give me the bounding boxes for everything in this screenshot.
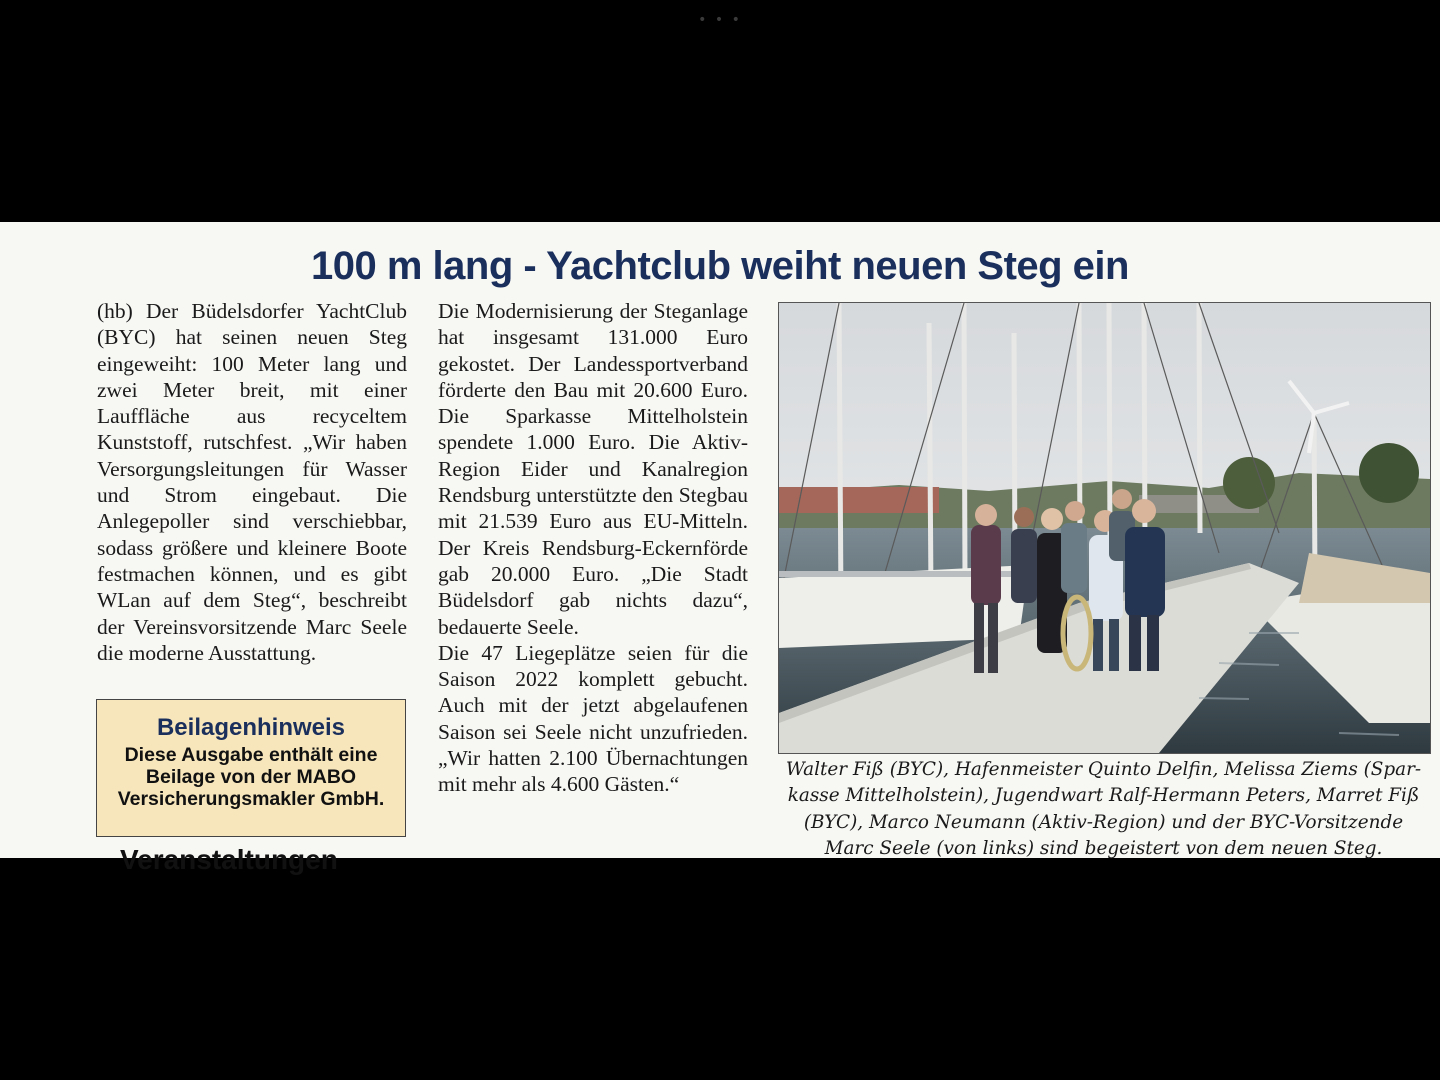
marina-photo-illustration bbox=[779, 303, 1430, 753]
article-paragraph: (hb) Der Büdelsdorfer YachtClub (BYC) hat seinen neuen Steg eingeweiht: 100 Meter lang und zwei Meter breit, mit einer Lauffläche aus recyceltem Kunststoff, rutschfest. „Wir haben Versorgungsleitungen für Wasser und Strom eingebaut. Die Anlegepoller sind verschiebbar, sodass größere und kleinere Boote festmachen können, und es gibt WLan auf dem Steg“, beschreibt der Vereinsvorsitzende Marc Seele die moderne Ausstattung. bbox=[97, 299, 407, 665]
notice-title: Beilagenhinweis bbox=[156, 714, 346, 741]
article-headline: 100 m lang - Yachtclub weiht neuen Steg ein bbox=[311, 244, 1129, 288]
article-paragraph: Die Modernisierung der Steganlage hat insgesamt 131.000 Euro gekostet. Der Landessportverband förderte den Bau mit 20.600 Euro. Die Sparkasse Mittelholstein spendete 1.000 Euro. Die Aktiv-Region Eider und Kanalregion Rendsburg unterstützte den Stegbau mit 21.539 Euro aus EU-Mitteln. Der Kreis Rendsburg-Eckernförde gab 20.000 Euro. „Die Stadt Büdelsdorf gab nichts dazu“, bedauerte Seele. bbox=[438, 299, 748, 639]
supplement-notice-box bbox=[96, 699, 406, 837]
article-column-2 bbox=[438, 298, 748, 798]
article-photo bbox=[778, 302, 1431, 754]
article-column-1 bbox=[97, 298, 407, 666]
window-handle-dots: • • • bbox=[698, 12, 742, 28]
notice-body: Diese Ausgabe enthält eine Beilage von der MABO Versicherungsmakler GmbH. bbox=[117, 744, 385, 810]
article-paragraph: Die 47 Liegeplätze seien für die Saison 2022 komplett gebucht. Auch mit der jetzt abgelaufenen Saison sei Seele nicht unzufrieden. „Wir hatten 2.100 Übernachtungen mit mehr als 4.600 Gästen.“ bbox=[438, 640, 748, 797]
photo-caption: Walter Fiß (BYC), Hafenmeister Quinto Delfin, Melissa Ziems (Sparkasse Mittelholstein), Jugendwart Ralf-Hermann Peters, Marret Fiß (BYC), Marco Neumann (Aktiv-Region) und der BYC-Vorsitzende Marc Seele (von links) sind begeistert von dem neuen Steg. bbox=[785, 759, 1422, 859]
cut-off-heading: Veranstaltungen bbox=[120, 844, 338, 875]
newspaper-clipping bbox=[0, 222, 1440, 875]
